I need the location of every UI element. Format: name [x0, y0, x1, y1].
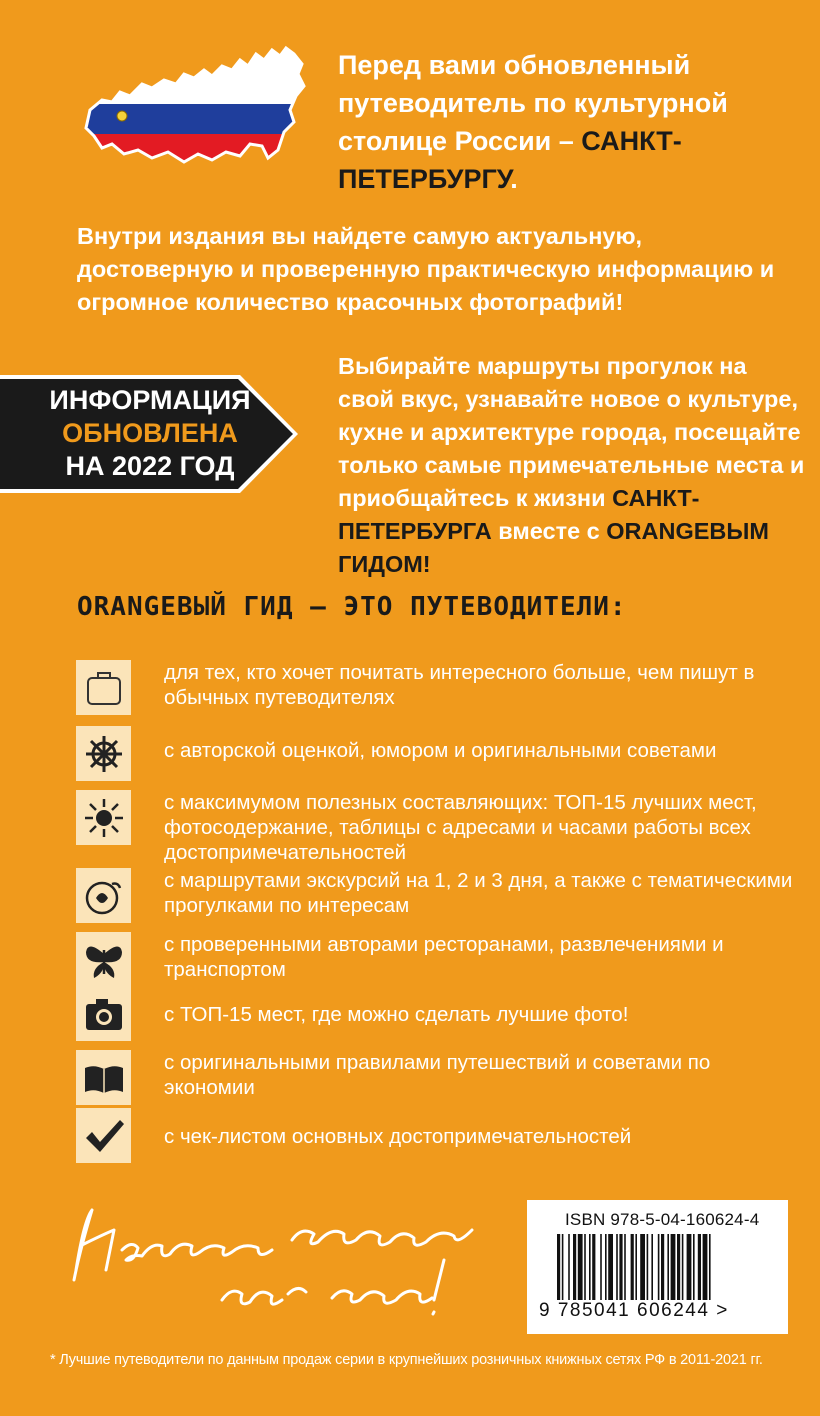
book-icon — [76, 1050, 131, 1105]
isbn-number: ISBN 978-5-04-160624-4 — [565, 1210, 760, 1229]
feature-item: с проверенными авторами ресторанами, развлечениями и транспортом — [76, 932, 796, 988]
butterfly-icon — [76, 932, 131, 987]
city-highlight: САНКТ-ПЕТЕРБУРГУ — [338, 126, 682, 194]
feature-item: с максимумом полезных составляющих: ТОП-15 лучших мест, фотосодержание, таблицы с адресами и часами работы всех достопримечательностей — [76, 790, 796, 846]
sun-icon — [76, 790, 131, 845]
isbn-barcode-block — [527, 1200, 788, 1334]
intro-paragraph: Перед вами обновленный путеводитель по культурной столице России – САНКТ-ПЕТЕРБУРГУ. — [338, 50, 728, 194]
barcode-digits: 9 785041 606244 > — [539, 1300, 729, 1321]
ship-wheel-icon — [76, 726, 131, 781]
russia-flag-map — [72, 40, 322, 190]
suitcase-icon — [76, 660, 131, 715]
feature-item: с маршрутами экскурсий на 1, 2 и 3 дня, а также с тематическими прогулками по интересам — [76, 868, 796, 924]
badge-text: ИНФОРМАЦИЯ ОБНОВЛЕНА НА 2022 ГОД — [49, 385, 251, 481]
inside-paragraph: Внутри издания вы найдете самую актуальную, достоверную и проверенную практическую информацию и огромное количество красочных фотографий! — [77, 223, 775, 315]
fruit-icon — [76, 868, 131, 923]
feature-item: с авторской оценкой, юмором и оригинальными советами — [76, 726, 796, 782]
barcode — [557, 1234, 757, 1300]
feature-item: с ТОП-15 мест, где можно сделать лучшие фото! — [76, 986, 796, 1042]
checkmark-icon — [76, 1108, 131, 1163]
series-heading: ORANGEВЫЙ ГИД — ЭТО ПУТЕВОДИТЕЛИ: — [77, 592, 627, 622]
feature-item: с оригинальными правилами путешествий и советами по экономии — [76, 1050, 796, 1106]
camera-icon — [76, 986, 131, 1041]
footnote: * Лучшие путеводители по данным продаж серии в крупнейших розничных книжных сетях РФ в 2011-2021 гг. — [50, 1352, 763, 1368]
routes-paragraph: Выбирайте маршруты прогулок на свой вкус, узнавайте новое о культуре, кухне и архитектуре города, посещайте только самые примечательные места и приобщайтесь к жизни САНКТ-ПЕТЕРБУРГА вместе с ORANGEВЫМ ГИДОМ! — [338, 353, 805, 577]
feature-item: для тех, кто хочет почитать интересного больше, чем пишут в обычных путеводителях — [76, 660, 796, 716]
feature-item: с чек-листом основных достопримечательностей — [76, 1108, 796, 1164]
city-marker-icon — [117, 111, 127, 121]
handwritten-signature — [62, 1190, 492, 1330]
